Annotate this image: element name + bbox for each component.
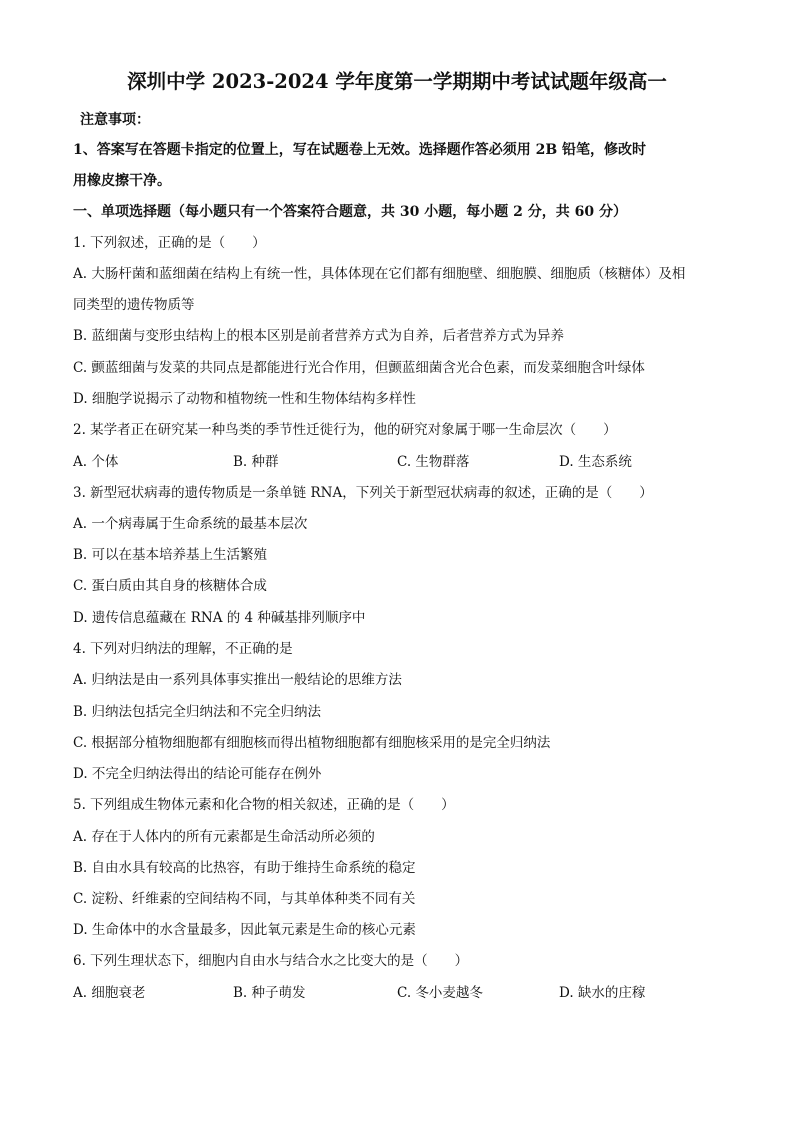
question-6-option-d: D. 缺水的庄稼 bbox=[559, 985, 646, 1001]
question-5-option-a: A. 存在于人体内的所有元素都是生命活动所必须的 bbox=[73, 829, 375, 845]
question-5-option-c: C. 淀粉、纤维素的空间结构不同，与其单体种类不同有关 bbox=[73, 891, 416, 907]
notes-heading: 注意事项： bbox=[80, 112, 150, 128]
question-1-option-a: A. 大肠杆菌和蓝细菌在结构上有统一性，具体体现在它们都有细胞壁、细胞膜、细胞质（核糖体）及相 bbox=[73, 266, 686, 282]
question-3-option-c: C. 蛋白质由其自身的核糖体合成 bbox=[73, 578, 267, 594]
question-2-options bbox=[73, 452, 723, 472]
question-6-stem: 6. 下列生理状态下，细胞内自由水与结合水之比变大的是（ ） bbox=[73, 953, 469, 969]
question-4-stem: 4. 下列对归纳法的理解，不正确的是 bbox=[73, 641, 293, 657]
question-1-option-d: D. 细胞学说揭示了动物和植物统一性和生物体结构多样性 bbox=[73, 391, 416, 407]
question-1-stem: 1. 下列叙述，正确的是（ ） bbox=[73, 235, 266, 251]
notes-item-1-line-1: 1、答案写在答题卡指定的位置上，写在试题卷上无效。选择题作答必须用 2B 铅笔，修改时 bbox=[73, 142, 647, 158]
notes-item-1-line-2: 用橡皮擦干净。 bbox=[73, 173, 171, 189]
question-3-option-a: A. 一个病毒属于生命系统的最基本层次 bbox=[73, 516, 308, 532]
question-6-option-b: B. 种子萌发 bbox=[233, 985, 306, 1001]
question-4-option-a: A. 归纳法是由一系列具体事实推出一般结论的思维方法 bbox=[73, 672, 402, 688]
question-3-stem: 3. 新型冠状病毒的遗传物质是一条单链 RNA，下列关于新型冠状病毒的叙述，正确的是（ ） bbox=[73, 485, 653, 501]
question-2-option-c: C. 生物群落 bbox=[397, 454, 470, 470]
question-1-option-a-cont: 同类型的遗传物质等 bbox=[73, 297, 195, 313]
question-6-options bbox=[73, 983, 723, 1003]
question-4-option-d: D. 不完全归纳法得出的结论可能存在例外 bbox=[73, 766, 322, 782]
question-5-option-b: B. 自由水具有较高的比热容，有助于维持生命系统的稳定 bbox=[73, 860, 416, 876]
page-title: 深圳中学 2023-2024 学年度第一学期期中考试试题年级高一 bbox=[127, 70, 667, 93]
question-2-option-a: A. 个体 bbox=[73, 454, 119, 470]
question-4-option-c: C. 根据部分植物细胞都有细胞核而得出植物细胞都有细胞核采用的是完全归纳法 bbox=[73, 735, 551, 751]
question-2-option-b: B. 种群 bbox=[233, 454, 279, 470]
question-3-option-b: B. 可以在基本培养基上生活繁殖 bbox=[73, 547, 268, 563]
question-3-option-d: D. 遗传信息蕴藏在 RNA 的 4 种碱基排列顺序中 bbox=[73, 610, 366, 626]
question-1-option-c: C. 颤蓝细菌与发菜的共同点是都能进行光合作用，但颤蓝细菌含光合色素，而发菜细胞含叶绿体 bbox=[73, 360, 645, 376]
question-5-option-d: D. 生命体中的水含量最多，因此氧元素是生命的核心元素 bbox=[73, 922, 416, 938]
question-4-option-b: B. 归纳法包括完全归纳法和不完全归纳法 bbox=[73, 704, 322, 720]
question-1-option-b: B. 蓝细菌与变形虫结构上的根本区别是前者营养方式为自养，后者营养方式为异养 bbox=[73, 328, 565, 344]
section-1-heading: 一、单项选择题（每小题只有一个答案符合题意，共 30 小题，每小题 2 分，共 60 分） bbox=[73, 204, 627, 220]
question-5-stem: 5. 下列组成生物体元素和化合物的相关叙述，正确的是（ ） bbox=[73, 797, 455, 813]
question-2-option-d: D. 生态系统 bbox=[559, 454, 632, 470]
question-2-stem: 2. 某学者正在研究某一种鸟类的季节性迁徙行为，他的研究对象属于哪一生命层次（ ） bbox=[73, 422, 617, 438]
question-6-option-c: C. 冬小麦越冬 bbox=[397, 985, 483, 1001]
question-6-option-a: A. 细胞衰老 bbox=[73, 985, 146, 1001]
